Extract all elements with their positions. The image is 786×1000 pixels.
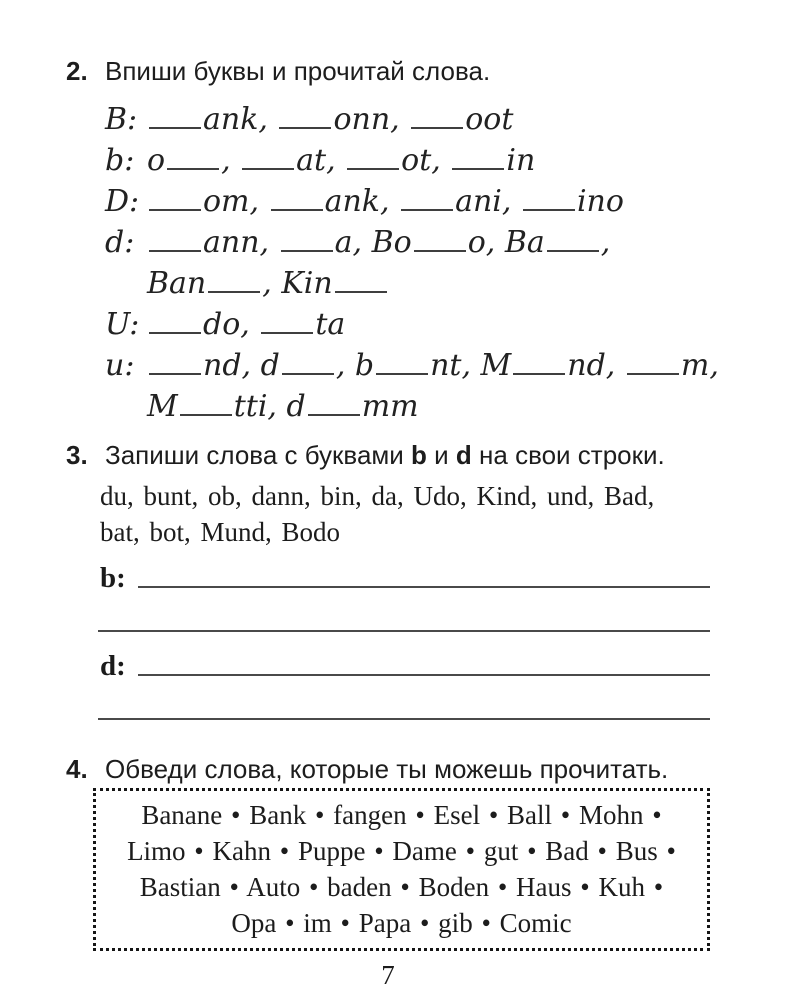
exercise-4-heading: [66, 754, 710, 785]
page-number: 7: [381, 960, 395, 990]
exercise-3: [66, 440, 710, 720]
exercise-4: [66, 754, 710, 951]
exercise-3-number: 3.: [66, 440, 88, 470]
fill-blank: [149, 127, 201, 129]
fill-blank: [149, 373, 201, 375]
answer-row-d: [100, 644, 710, 682]
cursive-fragments: om, ank, ani, ino: [147, 184, 624, 219]
cursive-fragments: ann, a, Bo o, Ba ,: [147, 225, 610, 260]
exercise-4-number: 4.: [66, 754, 88, 784]
fill-blank: [308, 414, 360, 416]
cursive-row: [105, 181, 710, 222]
letter-label: U:: [105, 307, 140, 342]
fill-blank: [281, 250, 333, 252]
fill-blank: [167, 168, 219, 170]
answer-row-b: [100, 556, 710, 594]
cursive-row: [105, 222, 710, 263]
cursive-row: [105, 263, 710, 304]
letter-b-bold: b: [411, 440, 427, 470]
cursive-row: [105, 140, 710, 181]
d-label: d:: [100, 650, 126, 682]
fill-blank: [282, 373, 334, 375]
letter-label: b:: [105, 143, 135, 178]
fill-blank: [452, 168, 504, 170]
fill-blank: [149, 209, 201, 211]
word-box-line: Opa • im • Papa • gib • Comic: [231, 908, 572, 938]
cursive-row: [105, 99, 710, 140]
word-box-line: Bastian • Auto • baden • Boden • Haus • Kuh •: [139, 872, 664, 902]
letter-label: D:: [105, 184, 140, 219]
exercise-4-title: Обведи слова, которые ты можешь прочитать.: [105, 754, 669, 784]
title-segment: и: [426, 440, 456, 470]
exercise-2-heading: [66, 56, 710, 87]
exercise-2: [66, 56, 719, 427]
fill-blank: [627, 373, 679, 375]
fill-blank: [347, 168, 399, 170]
exercise-2-number: 2.: [66, 56, 88, 86]
b-label: b:: [100, 562, 126, 594]
cursive-fragments: Ban , Kin: [147, 266, 389, 301]
answer-line-b-continued: [98, 630, 710, 632]
fill-blank: [149, 332, 201, 334]
fill-blank: [208, 291, 260, 293]
exercise-2-title: Впиши буквы и прочитай слова.: [105, 56, 491, 86]
title-segment: Запиши слова с буквами: [105, 440, 412, 470]
title-segment: на свои строки.: [471, 440, 665, 470]
cursive-fragments: nd, d , b nt, M nd, m,: [147, 348, 719, 383]
cursive-fragments: o , at, ot, in: [147, 143, 536, 178]
ex3-words-line-2: bat, bot, Mund, Bodo: [100, 517, 341, 547]
answer-line-d-continued: [98, 718, 710, 720]
answer-line-d: [138, 674, 710, 676]
fill-blank: [149, 250, 201, 252]
cursive-fragments: do, ta: [147, 307, 345, 342]
letter-label: u:: [105, 348, 135, 383]
fill-blank: [376, 373, 428, 375]
fill-blank: [414, 250, 466, 252]
cursive-fragments: M tti, d mm: [147, 389, 419, 424]
word-box: [93, 788, 710, 951]
ex2-rows: [105, 99, 719, 427]
fill-blank: [261, 332, 313, 334]
fill-blank: [513, 373, 565, 375]
fill-blank: [180, 414, 232, 416]
fill-blank: [242, 168, 294, 170]
ex3-word-list: [100, 478, 710, 550]
word-box-line: Limo • Kahn • Puppe • Dame • gut • Bad • Bus •: [127, 836, 676, 866]
cursive-row: [105, 345, 719, 386]
letter-label: B:: [105, 102, 138, 137]
fill-blank: [279, 127, 331, 129]
fill-blank: [411, 127, 463, 129]
cursive-row: [105, 386, 710, 427]
cursive-fragments: ank, onn, oot: [147, 102, 513, 137]
answer-line-b: [138, 586, 710, 588]
letter-label: d:: [105, 225, 135, 260]
letter-d-bold: d: [455, 440, 472, 470]
word-box-line: Banane • Bank • fangen • Esel • Ball • Mohn •: [141, 800, 662, 830]
fill-blank: [401, 209, 453, 211]
exercise-3-heading: [66, 440, 710, 471]
cursive-row: [105, 304, 710, 345]
exercise-3-title: [105, 440, 665, 471]
fill-blank: [335, 291, 387, 293]
fill-blank: [547, 250, 599, 252]
fill-blank: [523, 209, 575, 211]
ex3-words-line-1: du, bunt, ob, dann, bin, da, Udo, Kind, und, Bad,: [100, 481, 655, 511]
fill-blank: [271, 209, 323, 211]
